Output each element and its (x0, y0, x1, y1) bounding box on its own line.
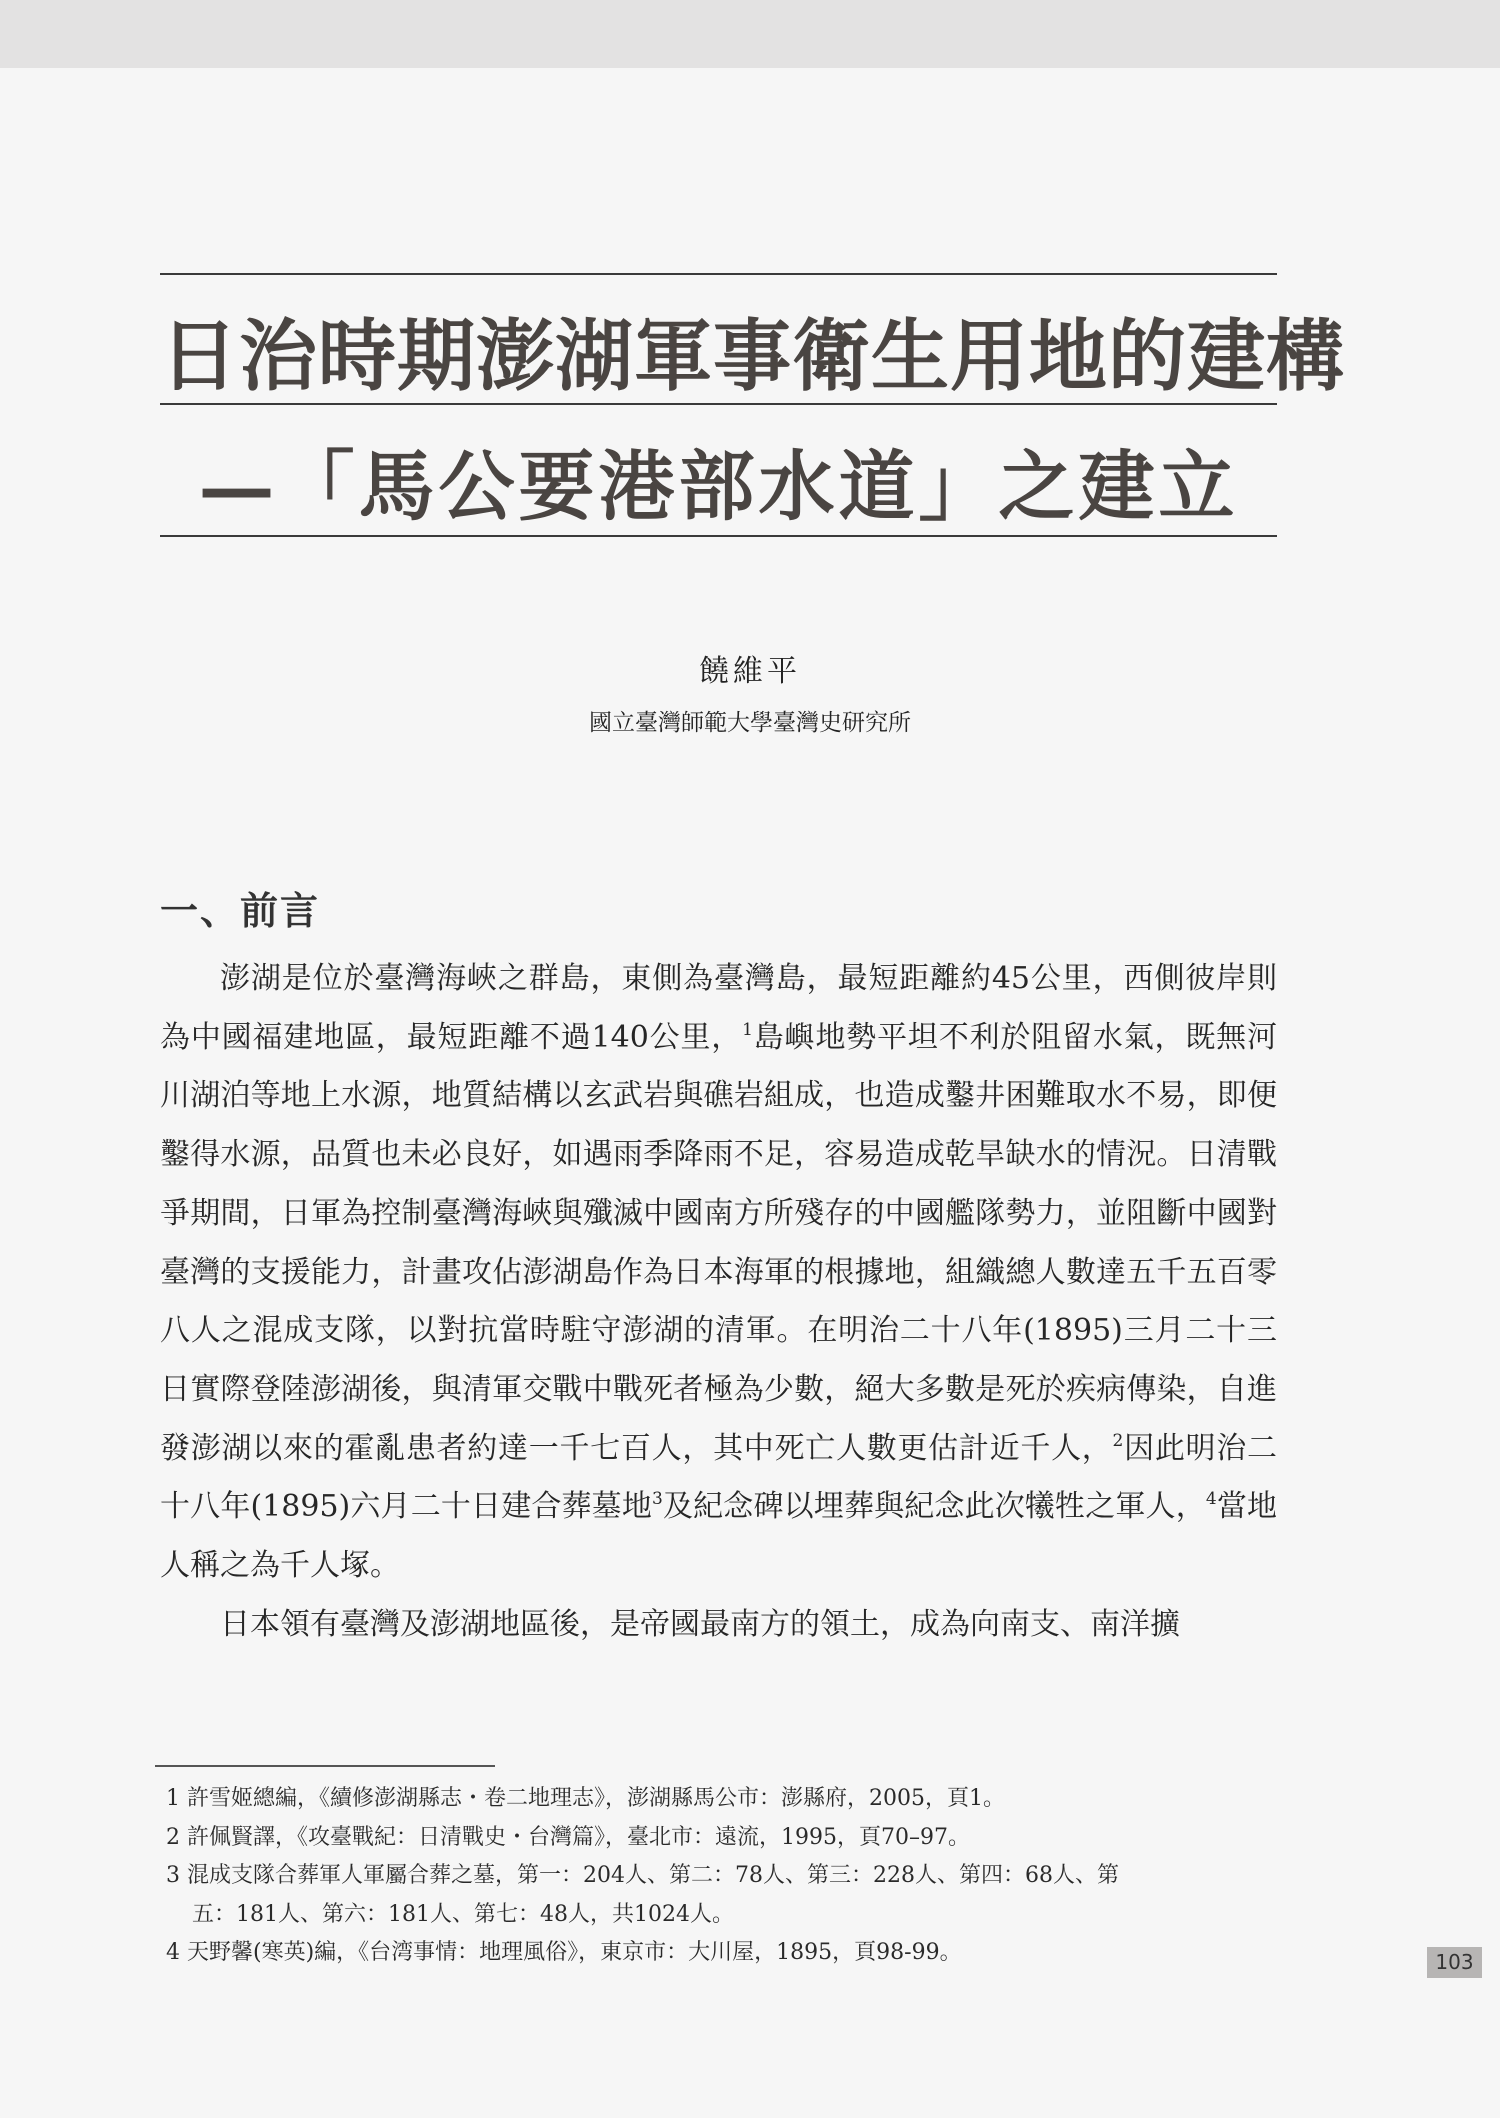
footnote-3-continued: 五：181人、第六：181人、第七：48人，共1024人。 (192, 1901, 734, 1927)
body-paragraph-1 (160, 950, 1277, 1596)
body-paragraph-1-part-3: 因此明治二十八年(1895)六月二十日建合葬墓地 (160, 1430, 1278, 1525)
footnotes (166, 1780, 1276, 1973)
footnote-ref-3: 3 (652, 1489, 663, 1510)
scan-top-band (0, 0, 1500, 68)
footnote-3: 3 混成支隊合葬軍人軍屬合葬之墓，第一：204人、第二：78人、第三：228人、第四：68人、第 (166, 1863, 1119, 1888)
footnote-ref-2: 2 (1112, 1430, 1124, 1451)
footnote-2: 2 許佩賢譯，《攻臺戰紀：日清戰史・台灣篇》，臺北市：遠流，1995，頁70–97。 (166, 1824, 970, 1850)
body-paragraph-1-part-5: 當地人稱之為千人塚。 (160, 1489, 1278, 1584)
title-rule-top (160, 273, 1277, 275)
title-line-2: —「馬公要港部水道」之建立 (198, 442, 1239, 531)
body-paragraph-1-part-4: 及紀念碑以埋葬與紀念此次犧牲之軍人， (662, 1489, 1206, 1525)
footnote-1: 1 許雪姬總編，《續修澎湖縣志・卷二地理志》，澎湖縣馬公市：澎縣府，2005，頁1。 (166, 1786, 1005, 1811)
body-text (160, 950, 1277, 1654)
author-affiliation: 國立臺灣師範大學臺灣史研究所 (589, 710, 911, 736)
section-heading: 一、前言 (160, 889, 321, 933)
footnote-ref-4: 4 (1205, 1489, 1217, 1510)
footnote-rule (155, 1765, 495, 1767)
title-rule-middle (160, 403, 1277, 405)
footnote-4: 4 天野馨(寒英)編，《台湾事情：地理風俗》，東京市：大川屋，1895，頁98-99。 (166, 1940, 962, 1965)
body-paragraph-1-part-1: 澎湖是位於臺灣海峽之群島，東側為臺灣島，最短距離約45公里，西側彼岸則為中國福建地區，最短距離不過140公里， (160, 961, 1277, 1055)
title-line-1: 日治時期澎湖軍事衛生用地的建構 (160, 311, 1346, 402)
footnote-ref-1: 1 (742, 1019, 753, 1040)
title-rule-bottom (160, 535, 1277, 537)
author-name: 饒維平 (699, 654, 801, 689)
page-number: 103 (1427, 1947, 1482, 1978)
body-paragraph-2: 日本領有臺灣及澎湖地區後，是帝國最南方的領土，成為向南支、南洋擴 (220, 1606, 1180, 1642)
body-paragraph-1-part-2: 島嶼地勢平坦不利於阻留水氣，既無河川湖泊等地上水源，地質結構以玄武岩與礁岩組成，也造成鑿井困難取水不易，即便鑿得水源，品質也未必良好，如遇雨季降雨不足，容易造成乾旱缺水的情況。日清戰爭期間，日軍為控制臺灣海峽與殲滅中國南方所殘存的中國艦隊勢力，並阻斷中國對臺灣的支援能力，計畫攻佔澎湖島作為日本海軍的根據地，組織總人數達五千五百零八人之混成支隊，以對抗當時駐守澎湖的清軍。在明治二十八年(1895)三月二十三日實際登陸澎湖後，與清軍交戰中戰死者極為少數，絕大多數是死於疾病傳染，自進發澎湖以來的霍亂患者約達一千七百人，其中死亡人數更估計近千人， (160, 1019, 1278, 1466)
